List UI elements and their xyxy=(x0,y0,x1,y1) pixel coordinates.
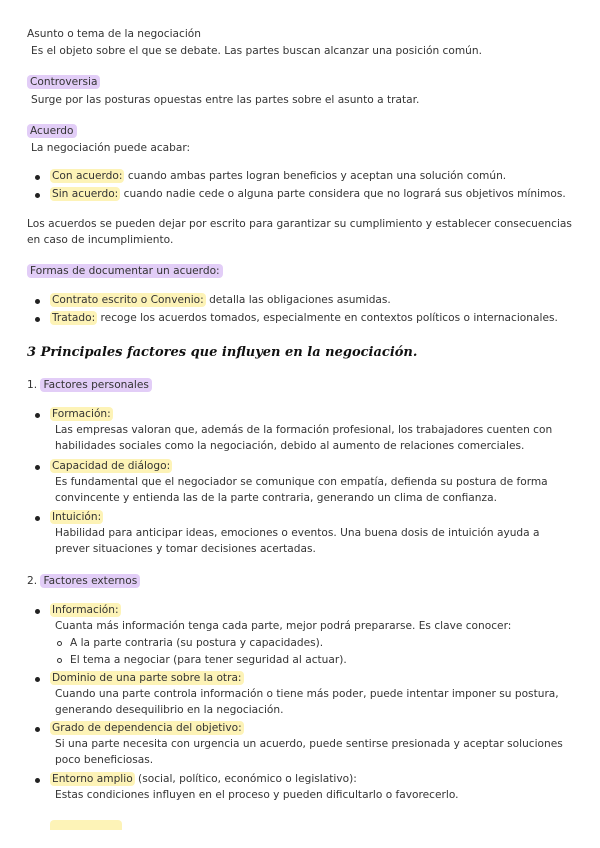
section-title: 3 Principales factores que influyen en la negociación. xyxy=(27,345,418,360)
personales-title: Factores personales xyxy=(40,378,151,392)
list-item xyxy=(50,406,576,454)
acuerdo-text: La negociación puede acabar: xyxy=(31,142,191,154)
list-item-term: Información: xyxy=(52,604,119,616)
list-item-term: Formación: xyxy=(52,408,111,420)
bullet-icon xyxy=(35,317,40,322)
list-item-text: cuando nadie cede o alguna parte considera que no logrará sus objetivos mínimos. xyxy=(120,188,566,200)
list-item-text: Habilidad para anticipar ideas, emociones o eventos. Una buena dosis de intuición ayuda a prever situaciones y tomar decisiones acertadas. xyxy=(55,527,540,555)
sub-list-item-text: A la parte contraria (su postura y capacidades). xyxy=(70,637,324,649)
list-item xyxy=(50,168,576,184)
bullet-icon xyxy=(35,193,40,198)
asunto-title: Asunto o tema de la negociación xyxy=(27,28,201,40)
list-item xyxy=(50,292,576,308)
bullet-icon xyxy=(35,465,40,470)
list-item-text: Es fundamental que el negociador se comunique con empatía, defienda su postura de forma convincente y entienda las de la parte contraria, generando un clima de confianza. xyxy=(55,476,548,504)
acuerdo-note: Los acuerdos se pueden dejar por escrito para garantizar su cumplimiento y establecer consecuencias en caso de incumplimiento. xyxy=(27,218,572,246)
list-item xyxy=(50,186,576,202)
circle-bullet-icon xyxy=(57,641,62,646)
controversia-title: Controversia xyxy=(27,75,100,89)
list-item-text: cuando ambas partes logran beneficios y aceptan una solución común. xyxy=(124,170,507,182)
cut-off-highlight xyxy=(50,820,122,830)
asunto-text: Es el objeto sobre el que se debate. Las partes buscan alcanzar una posición común. xyxy=(31,45,482,57)
list-item xyxy=(50,720,576,768)
list-item-term: Dominio de una parte sobre la otra: xyxy=(52,672,242,684)
bullet-icon xyxy=(35,175,40,180)
list-item-text: recoge los acuerdos tomados, especialmente en contextos políticos o internacionales. xyxy=(97,312,558,324)
section-number: 1. xyxy=(27,379,38,391)
list-item-text: Cuanta más información tenga cada parte, mejor podrá prepararse. Es clave conocer: xyxy=(55,620,512,632)
acuerdo-title: Acuerdo xyxy=(27,124,77,138)
list-item-term: Grado de dependencia del objetivo: xyxy=(52,722,242,734)
bullet-icon xyxy=(35,677,40,682)
list-item-text: Las empresas valoran que, además de la formación profesional, los trabajadores cuenten con habilidades sociales como la negociación, debido al aumento de relaciones comerciales. xyxy=(55,424,553,452)
bullet-icon xyxy=(35,727,40,732)
list-item xyxy=(50,771,576,803)
bullet-icon xyxy=(35,413,40,418)
sub-list-item-text: El tema a negociar (para tener seguridad al actuar). xyxy=(70,654,347,666)
sub-list-item xyxy=(70,635,576,651)
bullet-icon xyxy=(35,778,40,783)
circle-bullet-icon xyxy=(57,658,62,663)
bullet-icon xyxy=(35,516,40,521)
bullet-icon xyxy=(35,609,40,614)
list-item-term: Capacidad de diálogo: xyxy=(52,460,171,472)
section-number: 2. xyxy=(27,575,38,587)
list-item xyxy=(50,509,576,557)
list-item-text: Si una parte necesita con urgencia un acuerdo, puede sentirse presionada y aceptar soluciones poco beneficiosas. xyxy=(55,738,563,766)
formas-title: Formas de documentar un acuerdo: xyxy=(27,264,223,278)
list-item xyxy=(50,670,576,718)
list-item-term: Intuición: xyxy=(52,511,102,523)
list-item-text: Estas condiciones influyen en el proceso y pueden dificultarlo o favorecerlo. xyxy=(55,789,459,801)
list-item-term-rest: (social, político, económico o legislativo): xyxy=(134,773,357,785)
bullet-icon xyxy=(35,299,40,304)
externos-title: Factores externos xyxy=(40,574,140,588)
list-item-term: Sin acuerdo: xyxy=(52,188,119,200)
list-item-text: Cuando una parte controla información o tiene más poder, puede intentar imponer su postura, generando desequilibrio en la negociación. xyxy=(55,688,559,716)
list-item xyxy=(50,602,576,634)
list-item-term: Contrato escrito o Convenio: xyxy=(52,294,204,306)
list-item xyxy=(50,458,576,506)
list-item-term: Con acuerdo: xyxy=(52,170,123,182)
list-item-term: Tratado: xyxy=(52,312,96,324)
list-item xyxy=(50,310,576,326)
controversia-text: Surge por las posturas opuestas entre las partes sobre el asunto a tratar. xyxy=(31,94,420,106)
list-item-term: Entorno amplio xyxy=(52,773,133,785)
list-item-text: detalla las obligaciones asumidas. xyxy=(205,294,391,306)
sub-list-item xyxy=(70,652,576,668)
